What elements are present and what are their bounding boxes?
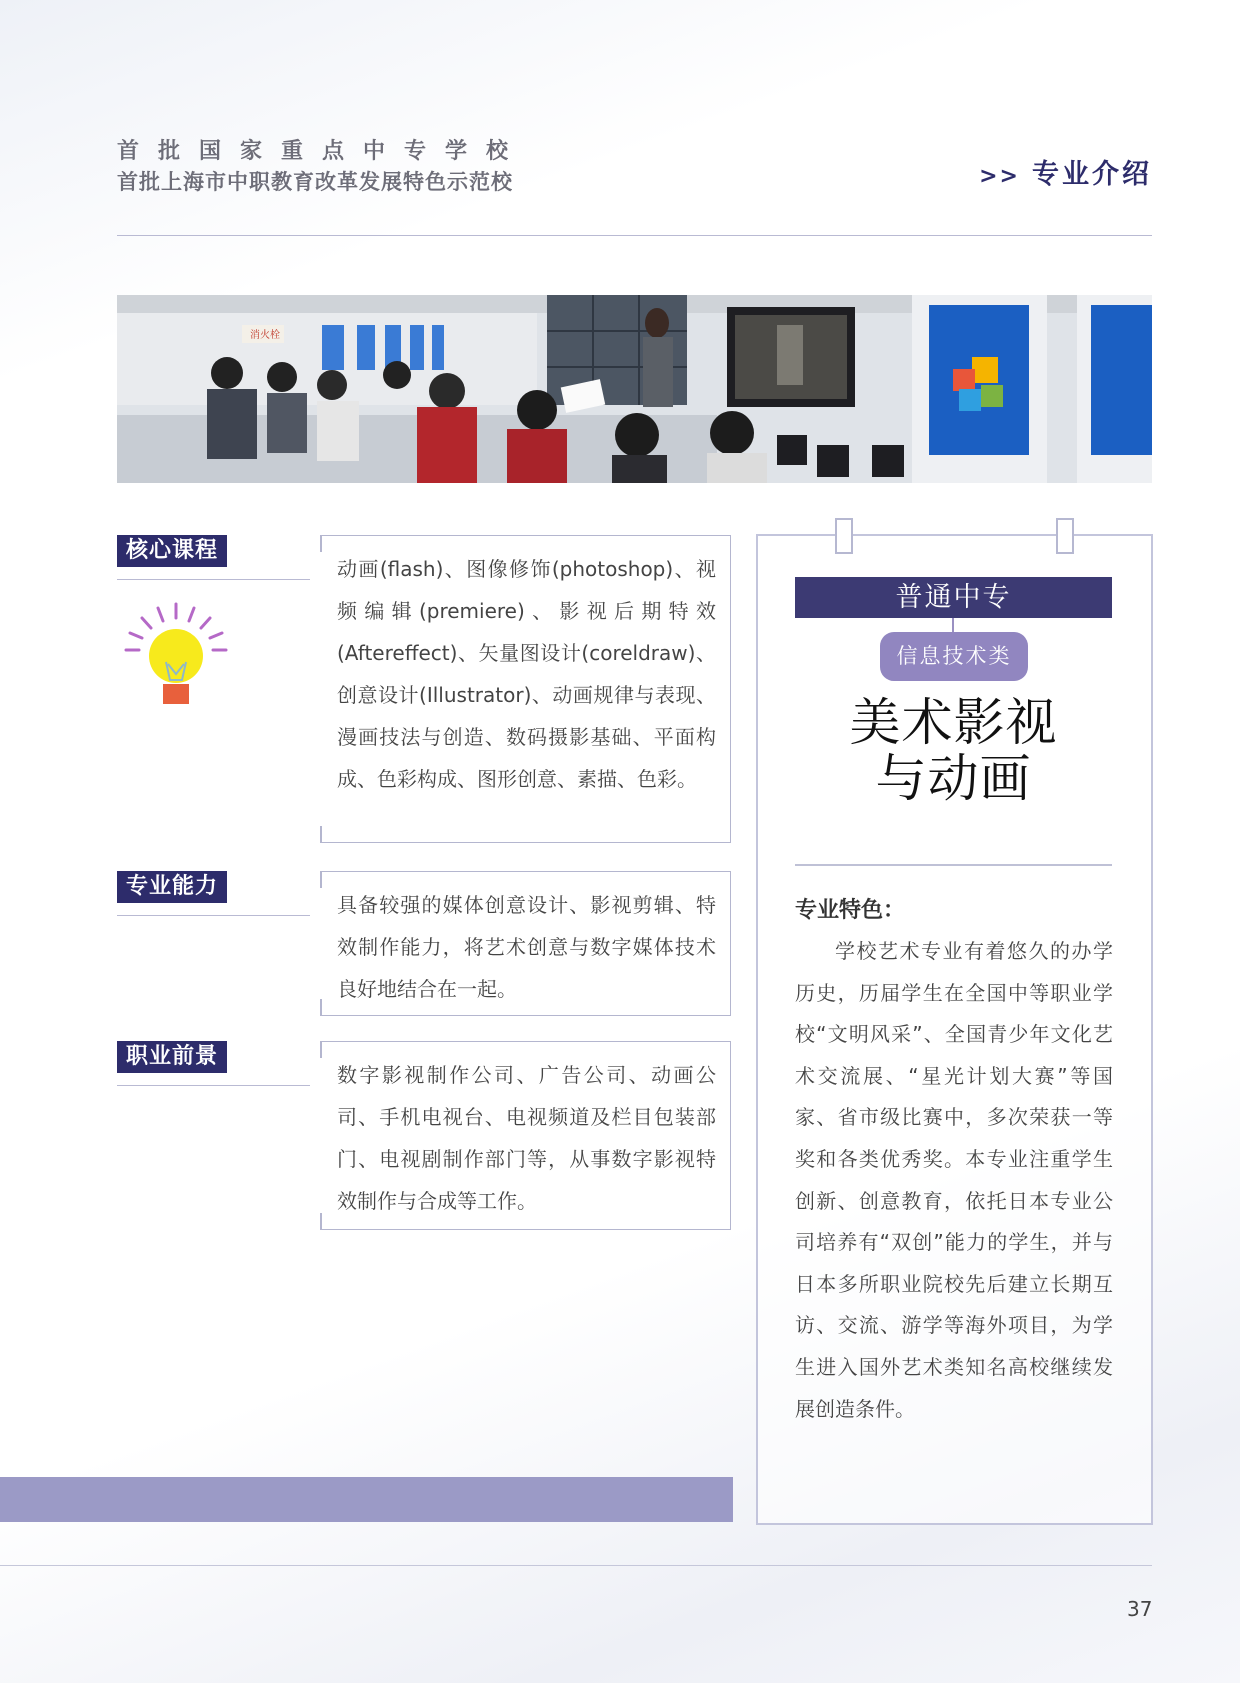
career-box xyxy=(320,1041,731,1230)
feature-heading: 专业特色： xyxy=(795,898,906,923)
footer-bar xyxy=(0,1477,733,1522)
header-divider xyxy=(117,235,1152,236)
label-core-courses: 核心课程 xyxy=(117,535,227,567)
section-arrow: >> xyxy=(979,164,1020,189)
category-pill: 信息技术类 xyxy=(880,632,1028,681)
program-title xyxy=(795,696,1112,808)
card-clip-right xyxy=(1056,518,1074,554)
label-career: 职业前景 xyxy=(117,1041,227,1073)
header-line-2: 首批上海市中职教育改革发展特色示范校 xyxy=(117,170,513,194)
header-line-1: 首批国家重点中专学校 xyxy=(117,139,528,164)
footer-divider xyxy=(0,1565,1152,1566)
lightbulb-icon xyxy=(120,600,232,716)
page-number: 37 xyxy=(1127,1597,1153,1621)
program-title-line-2: 与动画 xyxy=(875,750,1032,809)
program-banner: 普通中专 xyxy=(795,577,1112,618)
section-title: 专业介绍 xyxy=(1032,159,1152,190)
card-clip-left xyxy=(835,518,853,554)
label-abilities: 专业能力 xyxy=(117,871,227,903)
abilities-box xyxy=(320,871,731,1016)
program-title-line-1: 美术影视 xyxy=(849,694,1058,753)
classroom-photo xyxy=(117,295,1152,483)
svg-text:消火栓: 消火栓 xyxy=(250,330,280,341)
label-rule-abilities xyxy=(117,915,310,916)
core-courses-text: 动画(flash)、图像修饰(photoshop)、视频编辑(premiere)、影视后期特效(Aftereffect)、矢量图设计(coreldraw)、创意设计(Illustrator)、动画规律与表现、漫画技法与创造、数码摄影基础、平面构成、色彩构成、图形创意、素描、色彩。 xyxy=(337,557,716,791)
core-courses-box xyxy=(320,535,731,843)
section-heading xyxy=(979,152,1152,191)
banner-connector xyxy=(952,618,954,632)
abilities-text: 具备较强的媒体创意设计、影视剪辑、特效制作能力，将艺术创意与数字媒体技术良好地结合在一起。 xyxy=(337,893,716,1001)
card-divider xyxy=(795,864,1112,866)
career-text: 数字影视制作公司、广告公司、动画公司、手机电视台、电视频道及栏目包装部门、电视剧制作部门等，从事数字影视特效制作与合成等工作。 xyxy=(337,1063,716,1213)
label-rule-core xyxy=(117,579,310,580)
label-rule-career xyxy=(117,1085,310,1086)
feature-text: 学校艺术专业有着悠久的办学历史，历届学生在全国中等职业学校“文明风采”、全国青少年文化艺术交流展、“星光计划大赛”等国家、省市级比赛中，多次荣获一等奖和各类优秀奖。本专业注重学生创新、创意教育，依托日本专业公司培养有“双创”能力的学生，并与日本多所职业院校先后建立长期互访、交流、游学等海外项目，为学生进入国外艺术类知名高校继续发展创造条件。 xyxy=(795,939,1113,1421)
